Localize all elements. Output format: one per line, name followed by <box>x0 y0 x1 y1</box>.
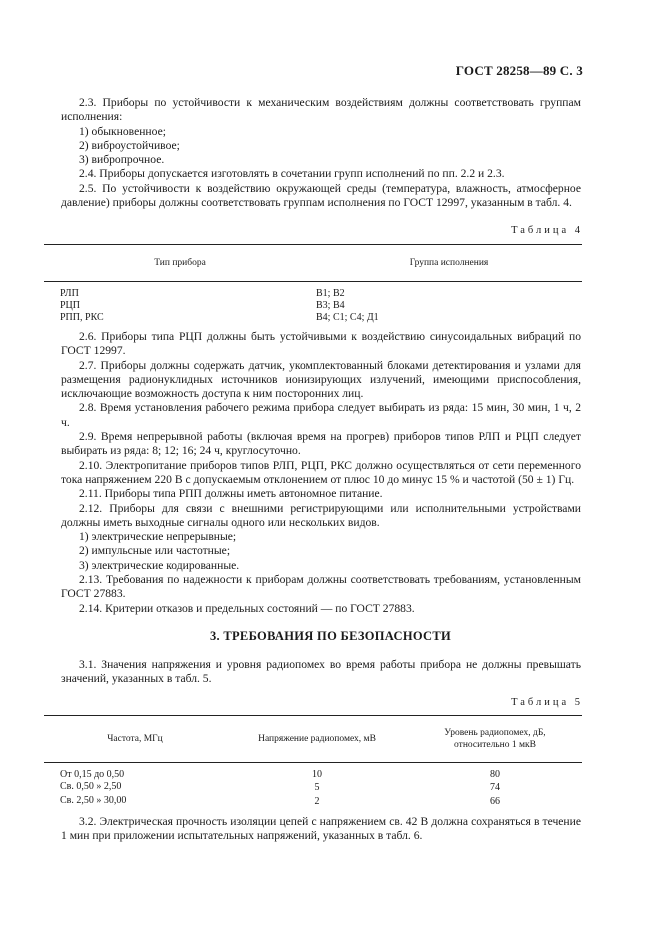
list-item: 1) обыкновенное; <box>79 124 166 138</box>
cell-line: РПП, РКС <box>60 312 104 323</box>
clause-2-7: 2.7. Приборы должны содержать датчик, укомплектованный блоками детектирования и узлами для размещения радионуклидных источников ионизирующих излучений, имеющими приспособления, исключающие возможность доступа к ним посторонних лиц. <box>61 358 581 401</box>
list-item: 3) вибропрочное. <box>79 153 165 167</box>
table-4 <box>44 244 582 324</box>
clause-2-11: 2.11. Приборы типа РПП должны иметь автономное питание. <box>79 487 383 501</box>
table-row <box>44 763 582 782</box>
table-cell: 5 <box>314 782 320 793</box>
table-row <box>44 781 582 795</box>
table-row <box>44 282 582 325</box>
clause-3-2: 3.2. Электрическая прочность изоляции цепей с напряжением св. 42 В должна сохраняться в течение 1 мин при приложении испытательных напряжений, указанных в табл. 6. <box>61 815 581 843</box>
table-cell: Св. 2,50 » 30,00 <box>60 795 127 806</box>
table-header-cell: Частота, МГц <box>44 716 226 763</box>
table-cell: 10 <box>312 769 322 780</box>
table-cell: 66 <box>490 796 500 807</box>
table-cell: 2 <box>314 796 320 807</box>
cell-line: В1; В2 <box>316 288 345 299</box>
table-cell: Св. 0,50 » 2,50 <box>60 781 122 792</box>
clause-3-1-block <box>61 658 581 687</box>
clause-2-14: 2.14. Критерии отказов и предельных состояний — по ГОСТ 27883. <box>79 601 415 615</box>
list-item: 2) виброустойчивое; <box>79 138 180 152</box>
clause-2-13: 2.13. Требования по надежности к приборам должны соответствовать требованиям, установленным ГОСТ 27883. <box>61 573 581 601</box>
list-item: 3) электрические кодированные. <box>79 558 240 572</box>
clause-2-6: 2.6. Приборы типа РЦП должны быть устойчивыми к воздействию синусоидальных вибраций по ГОСТ 12997. <box>61 330 581 358</box>
clause-2-4: 2.4. Приборы допускается изготовлять в сочетании групп исполнений по пп. 2.2 и 2.3. <box>79 167 505 181</box>
page-header: ГОСТ 28258—89 С. 3 <box>455 63 583 78</box>
clause-3-2-block <box>61 815 581 844</box>
cell-line: В3; В4 <box>316 300 345 311</box>
clauses-2-6-to-2-14 <box>61 330 581 616</box>
clauses-2-3-to-2-5 <box>61 96 581 210</box>
table-header-cell: Группа исполнения <box>316 245 582 282</box>
table-cell: 74 <box>490 782 500 793</box>
table-cell: 80 <box>490 769 500 780</box>
cell-line: В4; С1; С4; Д1 <box>316 312 379 323</box>
clause-3-1: 3.1. Значения напряжения и уровня радиопомех во время работы прибора не должны превышать значений, указанных в табл. 5. <box>61 658 581 686</box>
clause-2-9: 2.9. Время непрерывной работы (включая время на прогрев) приборов типов РЛП и РЦП следует выбирать из ряда: 8; 12; 16; 24 ч, круглосуточно. <box>61 430 581 458</box>
clause-2-12: 2.12. Приборы для связи с внешними регистрирующими или исполнительными устройствами должны иметь выходные сигналы одного или нескольких видов. <box>61 501 581 529</box>
table-5-caption: Таблица 5 <box>511 697 583 708</box>
table-cell: От 0,15 до 0,50 <box>60 769 125 780</box>
table-header-cell: Тип прибора <box>44 245 316 282</box>
table-row <box>44 795 582 809</box>
table-header-cell: Уровень радиопомех, дБ, относительно 1 мкВ <box>408 716 582 763</box>
table-5 <box>44 715 582 809</box>
cell-line: РЦП <box>60 300 81 311</box>
table-cell <box>44 282 316 325</box>
table-header-cell: Напряжение радиопомех, мВ <box>226 716 408 763</box>
cell-line: РЛП <box>60 288 79 299</box>
list-item: 1) электрические непрерывные; <box>79 530 237 544</box>
section-3-title: 3. ТРЕБОВАНИЯ ПО БЕЗОПАСНОСТИ <box>209 629 452 643</box>
list-item: 2) импульсные или частотные; <box>79 544 231 558</box>
table-cell <box>316 282 582 325</box>
clause-2-5: 2.5. По устойчивости к воздействию окружающей среды (температура, влажность, атмосферное давление) приборы должны соответствовать группам исполнения по ГОСТ 12997, указанным в табл. 4. <box>61 181 581 210</box>
clause-2-3: 2.3. Приборы по устойчивости к механическим воздействиям должны соответствовать группам исполнения: <box>61 96 581 124</box>
clause-2-10: 2.10. Электропитание приборов типов РЛП, РЦП, РКС должно осуществляться от сети переменного тока напряжением 220 В с допускаемым отклонением от плюс 10 до минус 15 % и частотой (50 ± 1) Гц. <box>61 458 581 486</box>
table-4-caption: Таблица 4 <box>511 225 583 236</box>
clause-2-8: 2.8. Время установления рабочего режима прибора следует выбирать из ряда: 15 мин, 30 мин, 1 ч, 2 ч. <box>61 401 581 429</box>
